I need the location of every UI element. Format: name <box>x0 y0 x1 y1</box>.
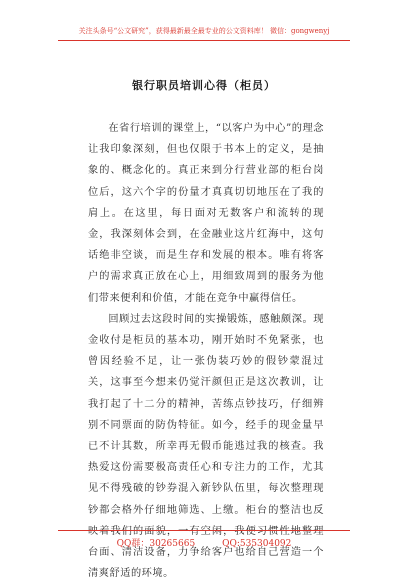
footer-qq-group: QQ群：30265665 <box>116 539 196 549</box>
header-notice: 关注头条号“公文研究”，获得最新最全最专业的公文资料库！ 微信：gongwenyj <box>78 27 330 35</box>
footer-qq: QQ:535304092 <box>222 539 292 549</box>
header-divider <box>58 40 350 41</box>
body-paragraph-2: 回顾过去这段时间的实操锻炼，感触颇深。现金收付是柜员的基本功，刚开始时不免紧张，也曾因经验不足，让一张伪装巧妙的假钞蒙混过关，这事至今想来仍觉汗颜但正是这次教训，让我打起了十二分的精神，苦练点钞技巧，仔细辨别不同票面的防伪特征。如今，经手的现金量早已不计其数，所幸再无假币能逃过我的核查。我热爱这份需要极高责任心和专注力的工作，尤其见不得残破的钞券混入新钞队伍里，每次整理现钞都会格外仔细地筛选、上缴。柜台的整洁也反映着我们的面貌，一有空闲，我便习惯性地整理台面、清洁设备，力争给客户也给自己营造一个清爽舒适的环境。 <box>88 313 324 580</box>
footer-divider <box>58 530 350 531</box>
document-title: 银行职员培训心得（柜员） <box>132 79 276 92</box>
page-footer <box>0 536 408 549</box>
body-paragraph-1: 在省行培训的课堂上，“以客户为中心”的理念让我印象深刻，但也仅限于书本上的定义，是抽象的、概念化的。真正来到分行营业部的柜台岗位后，这六个字的份量才真真切切地压在了我的肩上。在这里，每日面对无数客户和流转的现金，我深刻体会到，在金融业这片红海中，这句话绝非空谈，而是生存和发展的根本。唯有将客户的需求真正放在心上，用细致周到的服务为他们带来便利和价值，才能在竞争中赢得信任。 <box>88 123 324 304</box>
document-body <box>88 118 324 584</box>
page-header <box>0 0 408 40</box>
